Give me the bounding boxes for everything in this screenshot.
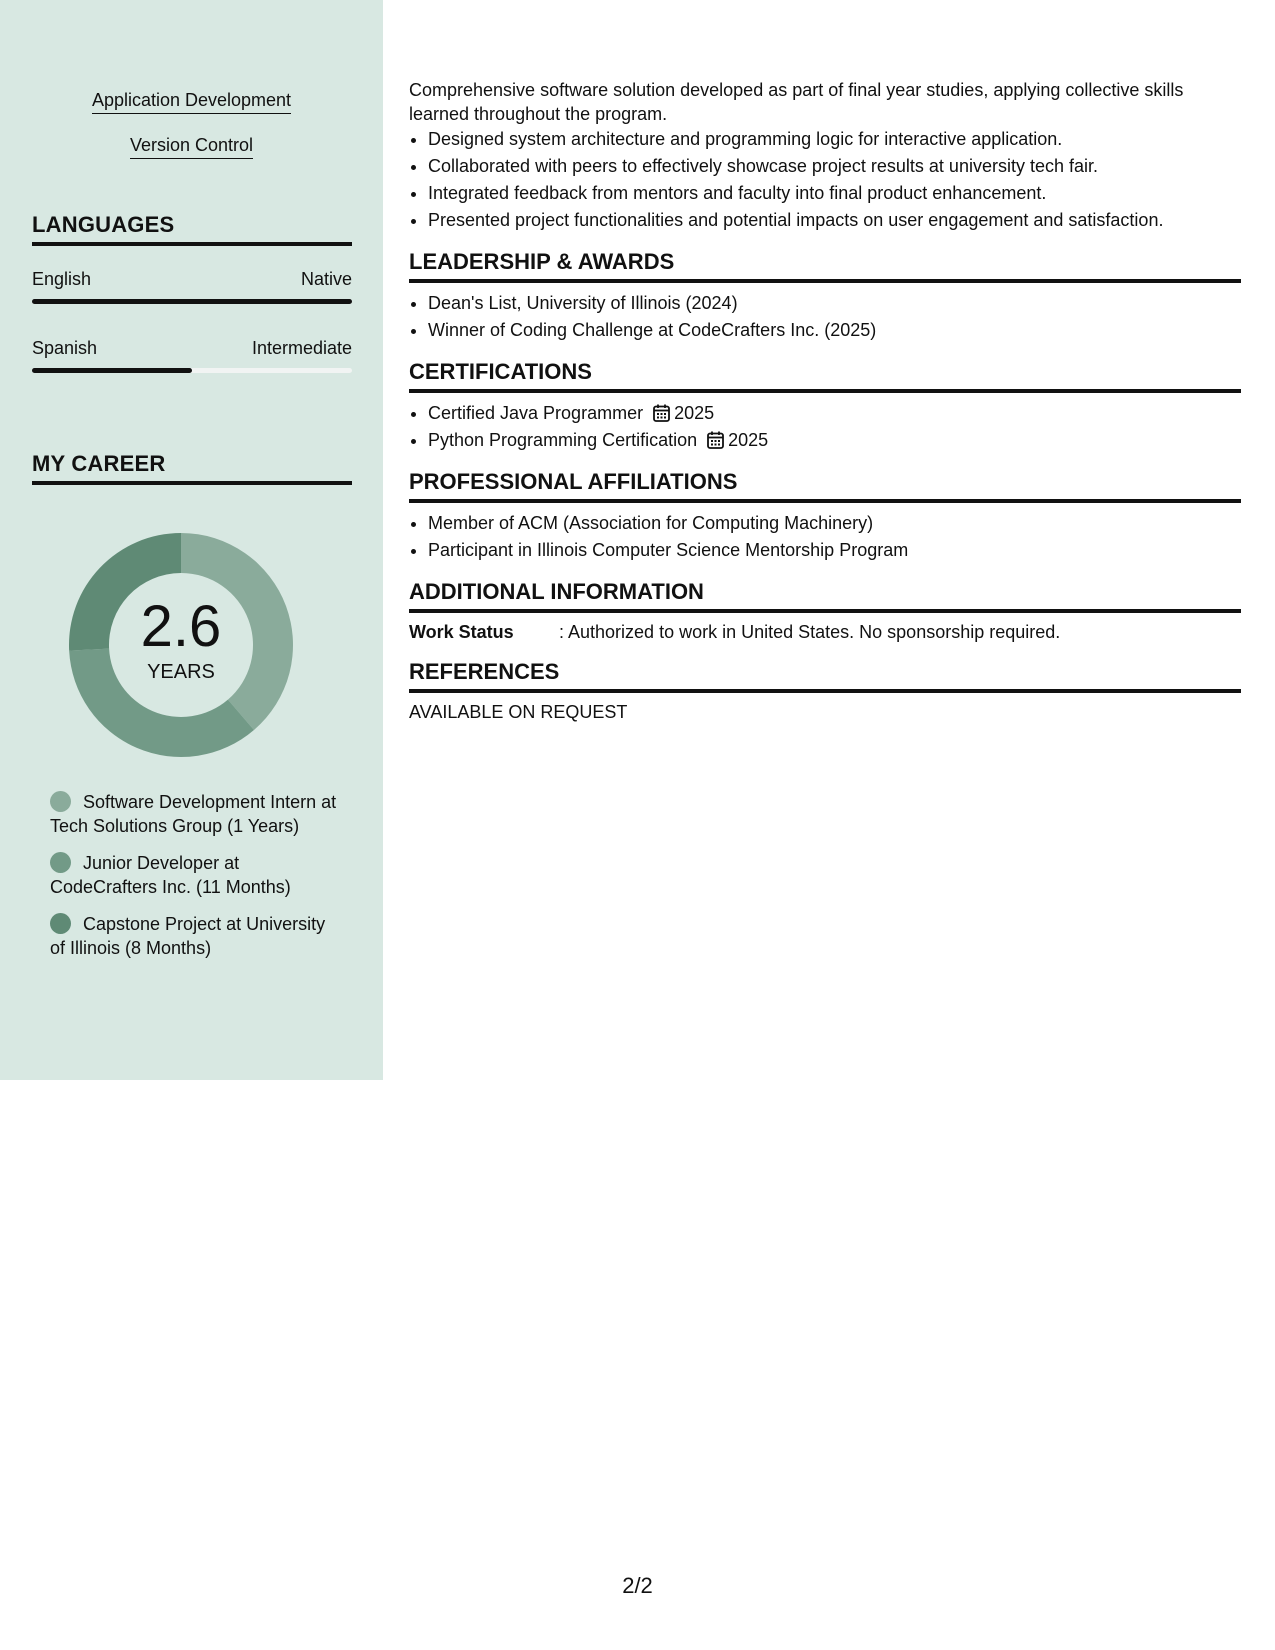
languages-heading: LANGUAGES [32,211,352,246]
calendar-icon [653,404,670,422]
list-item: • Designed system architecture and programming logic for interactive application. [428,126,1241,153]
certification-year: 2025 [674,403,715,423]
affiliations-list [409,510,1241,564]
affiliations-heading: PROFESSIONAL AFFILIATIONS [409,468,1241,503]
list-item: • Participant in Illinois Computer Science Mentorship Program [428,537,1241,564]
certifications-heading: CERTIFICATIONS [409,358,1241,393]
career-donut [66,530,296,760]
project-description: Comprehensive software solution developed as part of final year studies, applying collective skills learned throughout the program. [409,80,1184,124]
main-content [409,78,1241,724]
list-item: • Member of ACM (Association for Computing Machinery) [428,510,1241,537]
language-name: Spanish [32,338,98,358]
list-item: • Dean's List, University of Illinois (2024) [428,290,1241,317]
language-bar-fill [32,299,352,304]
project-bullets [409,126,1241,234]
certification-name: Python Programming Certification [428,430,698,450]
references-heading: REFERENCES [409,658,1241,693]
references-text: AVAILABLE ON REQUEST [409,702,628,722]
career-legend-item: Software Development Intern at Tech Solutions Group (1 Years) [50,792,337,836]
work-status-row [409,620,1241,644]
language-row [32,267,352,291]
career-legend [50,790,340,973]
language-bar [32,299,352,304]
language-row [32,336,352,360]
certification-name: Certified Java Programmer [428,403,644,423]
career-legend-item: Capstone Project at University of Illinois (8 Months) [50,914,326,958]
list-item: • Presented project functionalities and potential impacts on user engagement and satisfaction. [428,207,1241,234]
language-bar-fill [32,368,192,373]
certification-year: 2025 [728,430,769,450]
certifications-list [409,400,1241,454]
leadership-list [409,290,1241,344]
language-level: Intermediate [251,338,352,358]
career-legend-item: Junior Developer at CodeCrafters Inc. (11 Months) [50,853,291,897]
page-number: 2/2 [622,1573,653,1598]
list-item: • Winner of Coding Challenge at CodeCrafters Inc. (2025) [428,317,1241,344]
list-item [428,427,1241,454]
additional-info-heading: ADDITIONAL INFORMATION [409,578,1241,613]
donut-center [66,530,296,760]
language-name: English [32,269,92,289]
skill-item: Application Development [0,88,383,114]
work-status-label: Work Status [409,622,514,642]
list-item: • Collaborated with peers to effectively showcase project results at university tech fair. [428,153,1241,180]
leadership-heading: LEADERSHIP & AWARDS [409,248,1241,283]
list-item [428,400,1241,427]
career-total-unit: YEARS [147,661,215,683]
legend-dot [50,913,71,934]
work-status-value: : Authorized to work in United States. No sponsorship required. [559,622,1061,642]
skill-item: Version Control [0,133,383,159]
sidebar [0,0,383,1080]
career-total-value: 2.6 [140,594,222,659]
legend-dot [50,852,71,873]
calendar-icon [707,431,724,449]
list-item: • Integrated feedback from mentors and faculty into final product enhancement. [428,180,1241,207]
language-bar [32,368,352,373]
legend-dot [50,791,71,812]
language-level: Native [300,269,352,289]
career-heading: MY CAREER [32,450,352,485]
